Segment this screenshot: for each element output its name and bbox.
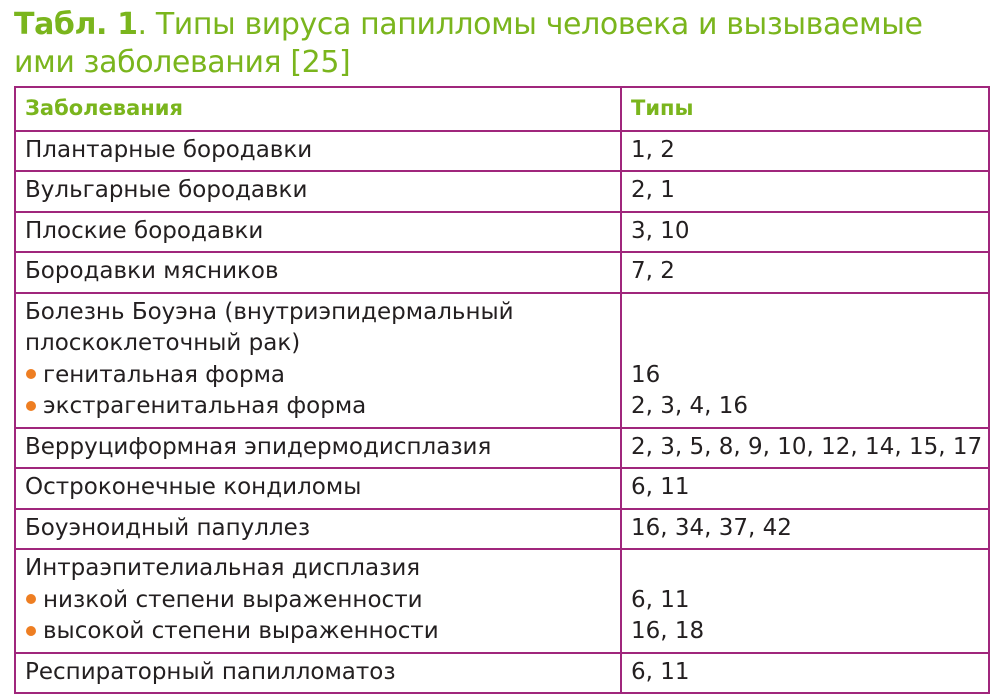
sub-item-types: 16	[631, 361, 661, 388]
disease-cell: Боуэноидный папуллез	[15, 509, 621, 550]
types-cell	[621, 549, 989, 653]
types-cell: 16, 34, 37, 42	[621, 509, 989, 550]
table-row	[15, 131, 989, 172]
sub-item-label: высокой степени выраженности	[43, 618, 439, 644]
table-row	[15, 171, 989, 212]
disease-name-line: Болезнь Боуэна (внутриэпидермальный	[25, 298, 514, 325]
sub-item-types: 16, 18	[631, 618, 705, 644]
types-cell: 2, 1	[621, 171, 989, 212]
table-row	[15, 653, 989, 694]
types-cell: 7, 2	[621, 252, 989, 293]
types-cell: 3, 10	[621, 212, 989, 253]
disease-cell: Плоские бородавки	[15, 212, 621, 253]
column-header-types: Типы	[621, 87, 989, 131]
disease-cell	[15, 549, 621, 653]
types-cell: 1, 2	[621, 131, 989, 172]
table-row	[15, 428, 989, 469]
sub-item	[25, 616, 610, 648]
virus-types-table	[14, 86, 990, 694]
disease-cell: Верруциформная эпидермодисплазия	[15, 428, 621, 469]
disease-cell	[15, 293, 621, 428]
sub-item-label: генитальная форма	[43, 361, 286, 388]
table-title	[14, 6, 974, 82]
sub-item	[25, 360, 610, 392]
table-row	[15, 293, 989, 428]
sub-item	[25, 585, 610, 617]
table-row	[15, 509, 989, 550]
types-cell	[621, 293, 989, 428]
types-cell: 6, 11	[621, 653, 989, 694]
bullet-icon	[26, 594, 36, 604]
table-row	[15, 252, 989, 293]
bullet-icon	[26, 401, 36, 411]
disease-cell: Бородавки мясников	[15, 252, 621, 293]
table-header-row	[15, 87, 989, 131]
sub-item	[25, 391, 610, 423]
disease-cell: Остроконечные кондиломы	[15, 468, 621, 509]
table-title-text: . Типы вируса папилломы человека и вызываемые ими заболевания [25]	[14, 7, 923, 80]
sub-item-types: 6, 11	[631, 586, 690, 613]
disease-cell: Вульгарные бородавки	[15, 171, 621, 212]
bullet-icon	[26, 626, 36, 636]
table-row	[15, 212, 989, 253]
disease-name-line: плоскоклеточный рак)	[25, 330, 301, 356]
sub-item-types: 2, 3, 4, 16	[631, 393, 749, 419]
table-title-prefix: Табл. 1	[14, 7, 138, 42]
disease-name-line: Интраэпителиальная дисплазия	[25, 555, 421, 581]
types-cell: 6, 11	[621, 468, 989, 509]
sub-item-label: низкой степени выраженности	[43, 586, 423, 613]
table-row	[15, 468, 989, 509]
disease-cell: Плантарные бородавки	[15, 131, 621, 172]
types-cell: 2, 3, 5, 8, 9, 10, 12, 14, 15, 17	[621, 428, 989, 469]
column-header-diseases: Заболевания	[15, 87, 621, 131]
table-row	[15, 549, 989, 653]
sub-item-label: экстрагенитальная форма	[43, 393, 367, 419]
disease-cell: Респираторный папилломатоз	[15, 653, 621, 694]
bullet-icon	[26, 369, 36, 379]
